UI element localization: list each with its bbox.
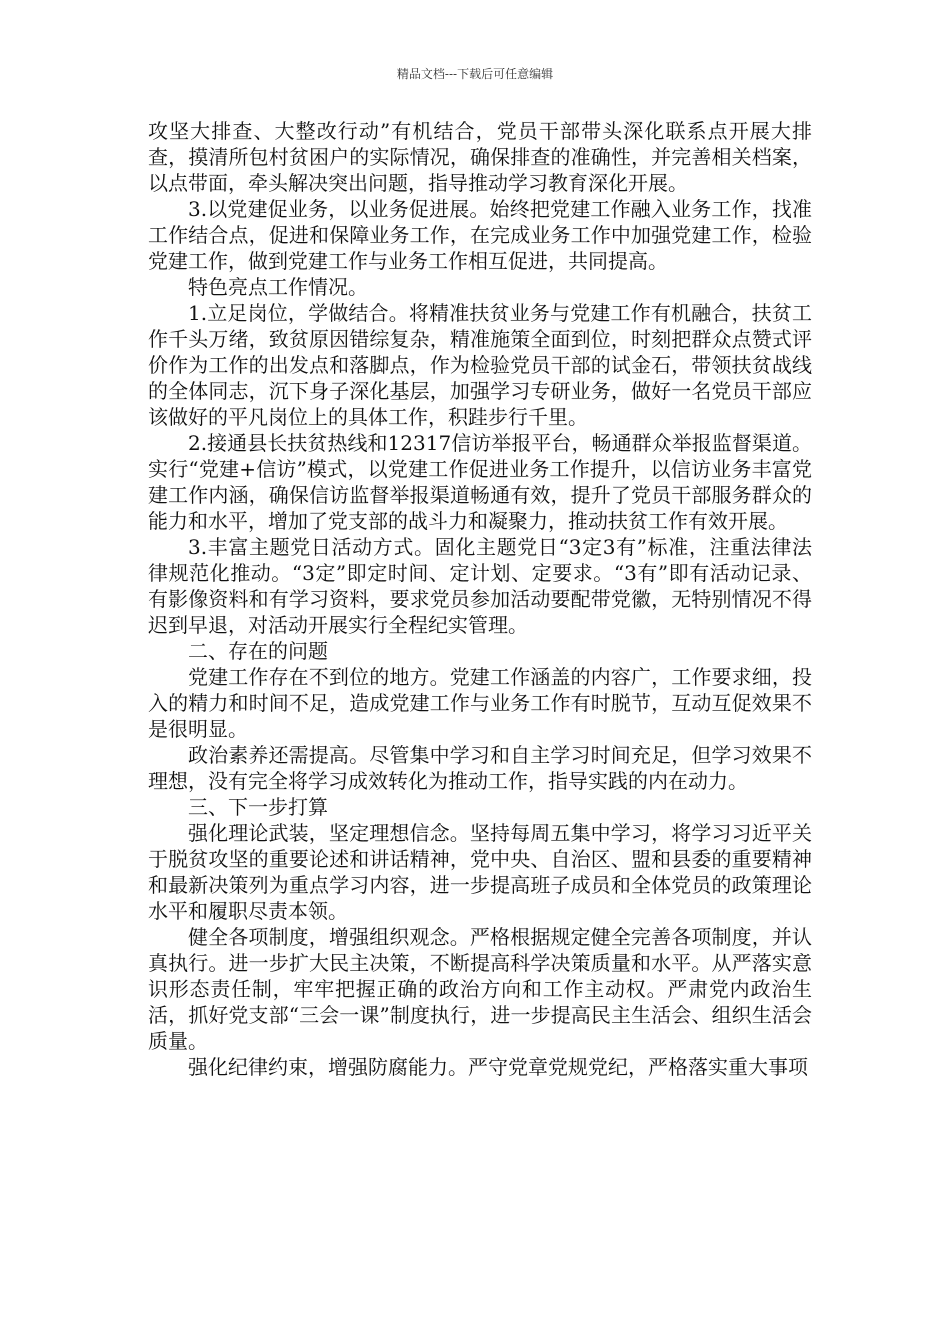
paragraph-5: 2.接通县长扶贫热线和12317信访举报平台，畅通群众举报监督渠道。实行“党建+信访”模式，以党建工作促进业务工作提升，以信访业务丰富党建工作内涵，确保信访监督举报渠道畅通有效，提升了党员干部服务群众的能力和水平，增加了党支部的战斗力和凝聚力，推动扶贫工作有效开展。 xyxy=(148,431,812,533)
paragraph-12: 健全各项制度，增强组织观念。严格根据规定健全完善各项制度，并认真执行。进一步扩大民主决策，不断提高科学决策质量和水平。从严落实意识形态责任制，牢牢把握正确的政治方向和工作主动权。严肃党内政治生活，抓好党支部“三会一课”制度执行，进一步提高民主生活会、组织生活会质量。 xyxy=(148,925,812,1053)
paragraph-9: 政治素养还需提高。尽管集中学习和自主学习时间充足，但学习效果不理想，没有完全将学习成效转化为推动工作，指导实践的内在动力。 xyxy=(148,743,812,793)
paragraph-8: 党建工作存在不到位的地方。党建工作涵盖的内容广，工作要求细，投入的精力和时间不足，造成党建工作与业务工作有时脱节，互动互促效果不是很明显。 xyxy=(148,665,812,741)
paragraph-11: 强化理论武装，坚定理想信念。坚持每周五集中学习，将学习习近平关于脱贫攻坚的重要论述和讲话精神，党中央、自治区、盟和县委的重要精神和最新决策列为重点学习内容，进一步提高班子成员和全体党员的政策理论水平和履职尽责本领。 xyxy=(148,821,812,923)
page-header: 精品文档---下载后可任意编辑 xyxy=(396,67,554,81)
section-heading-highlights: 特色亮点工作情况。 xyxy=(188,275,368,299)
section-heading-problems: 二、存在的问题 xyxy=(188,639,328,663)
paragraph-1: 攻坚大排查、大整改行动”有机结合，党员干部带头深化联系点开展大排查，摸清所包村贫困户的实际情况，确保排查的准确性，并完善相关档案，以点带面，牵头解决突出问题，指导推动学习教育深化开展。 xyxy=(148,119,812,195)
paragraph-2: 3.以党建促业务，以业务促进展。始终把党建工作融入业务工作，找准工作结合点，促进和保障业务工作，在完成业务工作中加强党建工作，检验党建工作，做到党建工作与业务工作相互促进，共同提高。 xyxy=(148,197,812,273)
section-heading-next-steps: 三、下一步打算 xyxy=(188,795,328,819)
paragraph-4: 1.立足岗位，学做结合。将精准扶贫业务与党建工作有机融合，扶贫工作千头万绪，致贫原因错综复杂，精准施策全面到位，时刻把群众点赞式评价作为工作的出发点和落脚点，作为检验党员干部的试金石，带领扶贫战线的全体同志，沉下身子深化基层，加强学习专研业务，做好一名党员干部应该做好的平凡岗位上的具体工作，积跬步行千里。 xyxy=(148,301,812,429)
document-body xyxy=(148,118,812,1080)
paragraph-6: 3.丰富主题党日活动方式。固化主题党日“3定3有”标准，注重法律法律规范化推动。“3定”即定时间、定计划、定要求。“3有”即有活动记录、有影像资料和有学习资料，要求党员参加活动要配带党徽，无特别情况不得迟到早退，对活动开展实行全程纪实管理。 xyxy=(148,535,812,637)
paragraph-13: 强化纪律约束，增强防腐能力。严守党章党规党纪，严格落实重大事项 xyxy=(188,1055,808,1079)
